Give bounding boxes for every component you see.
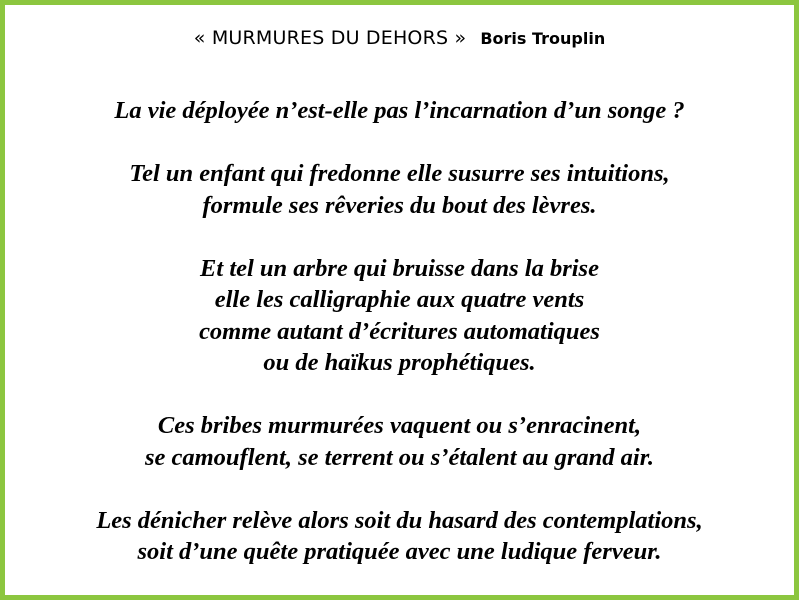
poem-body (5, 95, 794, 568)
stanza-4 (5, 410, 794, 473)
stanza-1 (5, 95, 794, 127)
poem-line: elle les calligraphie aux quatre vents (214, 286, 585, 313)
poem-line: Les dénicher relève alors soit du hasard des contemplations, (96, 506, 703, 534)
poem-line: ou de haïkus prophétiques. (263, 349, 536, 376)
poem-line: Ces bribes murmurées vaquent ou s’enracinent, (157, 412, 642, 439)
header (5, 27, 794, 50)
poem-line: Et tel un arbre qui bruisse dans la brise (200, 254, 599, 282)
stanza-3 (5, 253, 794, 379)
poem-line: comme autant d’écritures automatiques (199, 317, 600, 345)
poem-title: « MURMURES DU DEHORS » (193, 27, 467, 49)
stanza-2 (5, 158, 794, 221)
author-name: Boris Trouplin (480, 29, 606, 48)
poem-line: La vie déployée n’est-elle pas l’incarnation d’un songe ? (114, 97, 685, 124)
poem-line: se camouflent, se terrent ou s’étalent au grand air. (144, 443, 655, 471)
stanza-5 (5, 505, 794, 568)
poem-line: soit d’une quête pratiquée avec une ludique ferveur. (137, 538, 662, 565)
poem-line: Tel un enfant qui fredonne elle susurre ses intuitions, (129, 160, 670, 187)
poem-line: formule ses rêveries du bout des lèvres. (202, 191, 597, 219)
